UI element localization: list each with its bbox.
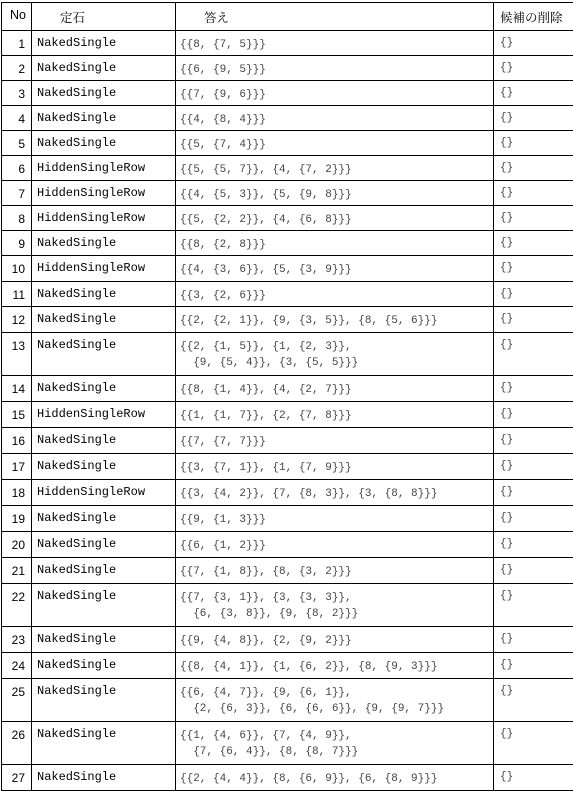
removal-cell: {} [494, 584, 573, 627]
answer-cell: {{2, {4, 4}}, {8, {6, 9}}, {6, {8, 9}}} [176, 765, 494, 791]
answer-cell: {{6, {1, 2}}} [176, 532, 494, 558]
row-number: 22 [2, 584, 32, 627]
answer-cell: {{2, {2, 1}}, {9, {3, 5}}, {8, {5, 6}}} [176, 307, 494, 333]
table-body [2, 31, 573, 791]
answer-cell: {{8, {1, 4}}, {4, {2, 7}}} [176, 376, 494, 402]
table-row [2, 584, 573, 627]
row-number: 10 [2, 256, 32, 282]
removal-cell: {} [494, 81, 573, 106]
removal-cell: {} [494, 480, 573, 506]
method-cell: NakedSingle [32, 428, 176, 454]
table-row [2, 106, 573, 131]
table-row [2, 627, 573, 653]
table-row [2, 653, 573, 679]
answer-cell: {{9, {1, 3}}} [176, 506, 494, 532]
answer-cell: {{4, {8, 4}}} [176, 106, 494, 131]
row-number: 4 [2, 106, 32, 131]
row-number: 18 [2, 480, 32, 506]
table-row [2, 31, 573, 56]
answer-cell: {{8, {2, 8}}} [176, 231, 494, 256]
table-row [2, 307, 573, 333]
method-cell: NakedSingle [32, 506, 176, 532]
row-number: 23 [2, 627, 32, 653]
row-number: 5 [2, 131, 32, 156]
row-number: 7 [2, 181, 32, 206]
table-row [2, 765, 573, 791]
row-number: 17 [2, 454, 32, 480]
method-cell: NakedSingle [32, 131, 176, 156]
removal-cell: {} [494, 722, 573, 765]
table-row [2, 402, 573, 428]
method-cell: NakedSingle [32, 653, 176, 679]
method-cell: NakedSingle [32, 679, 176, 722]
table-row [2, 376, 573, 402]
table-row [2, 532, 573, 558]
table-row [2, 231, 573, 256]
row-number: 27 [2, 765, 32, 791]
answer-cell: {{7, {9, 6}}} [176, 81, 494, 106]
table-row [2, 480, 573, 506]
table-row [2, 506, 573, 532]
removal-cell: {} [494, 428, 573, 454]
removal-cell: {} [494, 106, 573, 131]
row-number: 20 [2, 532, 32, 558]
answer-cell: {{8, {4, 1}}, {1, {6, 2}}, {8, {9, 3}}} [176, 653, 494, 679]
removal-cell: {} [494, 156, 573, 181]
removal-cell: {} [494, 454, 573, 480]
table-row [2, 454, 573, 480]
method-cell: NakedSingle [32, 376, 176, 402]
row-number: 25 [2, 679, 32, 722]
removal-cell: {} [494, 131, 573, 156]
table-row [2, 333, 573, 376]
method-cell: HiddenSingleRow [32, 206, 176, 231]
table-row [2, 282, 573, 307]
removal-cell: {} [494, 282, 573, 307]
method-cell: NakedSingle [32, 722, 176, 765]
answer-cell: {{5, {2, 2}}, {4, {6, 8}}} [176, 206, 494, 231]
answer-cell: {{1, {4, 6}}, {7, {4, 9}}, {7, {6, 4}}, {8, {8, 7}}} [176, 722, 494, 765]
method-cell: NakedSingle [32, 307, 176, 333]
row-number: 6 [2, 156, 32, 181]
method-cell: HiddenSingleRow [32, 181, 176, 206]
table-row [2, 256, 573, 282]
row-number: 1 [2, 31, 32, 56]
table-row [2, 181, 573, 206]
method-cell: NakedSingle [32, 31, 176, 56]
method-cell: NakedSingle [32, 532, 176, 558]
row-number: 14 [2, 376, 32, 402]
method-cell: NakedSingle [32, 81, 176, 106]
removal-cell: {} [494, 231, 573, 256]
answer-cell: {{7, {7, 7}}} [176, 428, 494, 454]
header-method: 定石 [32, 3, 176, 31]
answer-cell: {{5, {5, 7}}, {4, {7, 2}}} [176, 156, 494, 181]
removal-cell: {} [494, 532, 573, 558]
row-number: 9 [2, 231, 32, 256]
method-cell: HiddenSingleRow [32, 480, 176, 506]
answer-cell: {{4, {5, 3}}, {5, {9, 8}}} [176, 181, 494, 206]
answer-cell: {{8, {7, 5}}} [176, 31, 494, 56]
answer-cell: {{3, {4, 2}}, {7, {8, 3}}, {3, {8, 8}}} [176, 480, 494, 506]
answer-cell: {{6, {9, 5}}} [176, 56, 494, 81]
method-cell: NakedSingle [32, 765, 176, 791]
answer-cell: {{7, {1, 8}}, {8, {3, 2}}} [176, 558, 494, 584]
row-number: 16 [2, 428, 32, 454]
removal-cell: {} [494, 402, 573, 428]
table-row [2, 722, 573, 765]
header-answer: 答え [176, 3, 494, 31]
removal-cell: {} [494, 376, 573, 402]
header-removal: 候補の削除 [494, 3, 573, 31]
removal-cell: {} [494, 679, 573, 722]
method-cell: NakedSingle [32, 454, 176, 480]
answer-cell: {{9, {4, 8}}, {2, {9, 2}}} [176, 627, 494, 653]
answer-cell: {{7, {3, 1}}, {3, {3, 3}}, {6, {3, 8}}, {9, {8, 2}}} [176, 584, 494, 627]
row-number: 21 [2, 558, 32, 584]
table-row [2, 558, 573, 584]
table-row [2, 56, 573, 81]
row-number: 19 [2, 506, 32, 532]
header-no: No [2, 3, 32, 31]
removal-cell: {} [494, 765, 573, 791]
method-cell: HiddenSingleRow [32, 156, 176, 181]
removal-cell: {} [494, 558, 573, 584]
removal-cell: {} [494, 56, 573, 81]
method-cell: NakedSingle [32, 106, 176, 131]
method-cell: NakedSingle [32, 558, 176, 584]
table-row [2, 206, 573, 231]
method-cell: HiddenSingleRow [32, 256, 176, 282]
answer-cell: {{3, {2, 6}}} [176, 282, 494, 307]
row-number: 24 [2, 653, 32, 679]
method-cell: NakedSingle [32, 627, 176, 653]
answer-cell: {{5, {7, 4}}} [176, 131, 494, 156]
method-cell: HiddenSingleRow [32, 402, 176, 428]
row-number: 8 [2, 206, 32, 231]
table-header-row [2, 3, 573, 31]
table-row [2, 131, 573, 156]
removal-cell: {} [494, 31, 573, 56]
removal-cell: {} [494, 256, 573, 282]
removal-cell: {} [494, 206, 573, 231]
row-number: 15 [2, 402, 32, 428]
method-cell: NakedSingle [32, 333, 176, 376]
row-number: 11 [2, 282, 32, 307]
removal-cell: {} [494, 333, 573, 376]
table-row [2, 679, 573, 722]
answer-cell: {{1, {1, 7}}, {2, {7, 8}}} [176, 402, 494, 428]
row-number: 26 [2, 722, 32, 765]
removal-cell: {} [494, 181, 573, 206]
method-cell: NakedSingle [32, 584, 176, 627]
answer-cell: {{3, {7, 1}}, {1, {7, 9}}} [176, 454, 494, 480]
table-row [2, 428, 573, 454]
table-row [2, 156, 573, 181]
removal-cell: {} [494, 506, 573, 532]
removal-cell: {} [494, 307, 573, 333]
row-number: 2 [2, 56, 32, 81]
row-number: 13 [2, 333, 32, 376]
table-row [2, 81, 573, 106]
row-number: 12 [2, 307, 32, 333]
answer-cell: {{2, {1, 5}}, {1, {2, 3}}, {9, {5, 4}}, {3, {5, 5}}} [176, 333, 494, 376]
method-cell: NakedSingle [32, 56, 176, 81]
removal-cell: {} [494, 627, 573, 653]
solution-table [1, 2, 573, 791]
method-cell: NakedSingle [32, 282, 176, 307]
answer-cell: {{6, {4, 7}}, {9, {6, 1}}, {2, {6, 3}}, {6, {6, 6}}, {9, {9, 7}}} [176, 679, 494, 722]
row-number: 3 [2, 81, 32, 106]
removal-cell: {} [494, 653, 573, 679]
answer-cell: {{4, {3, 6}}, {5, {3, 9}}} [176, 256, 494, 282]
method-cell: NakedSingle [32, 231, 176, 256]
